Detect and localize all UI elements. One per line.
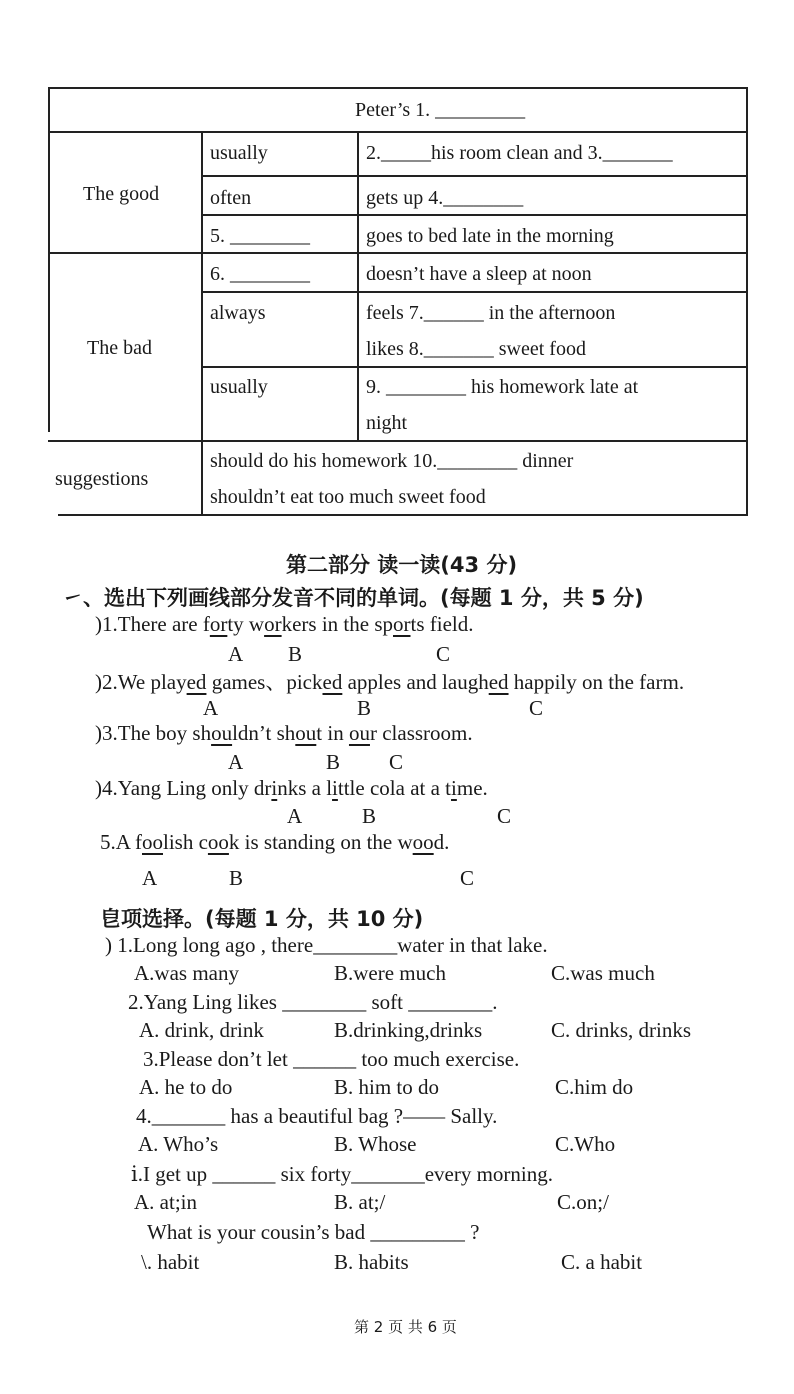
phonics-heading: ㇀、选出下列画线部分发音不同的单词。(每题 1 分，共 5 分)	[62, 586, 644, 610]
option-letter: B	[362, 804, 377, 828]
row-desc: 9. ________ his homework late at	[366, 376, 639, 398]
sentence-text: happily on the farm.	[508, 670, 685, 694]
option-letter: A	[228, 642, 244, 666]
choice-option: B. him to do	[334, 1075, 440, 1099]
sentence-text: ty w	[227, 612, 265, 636]
choice-heading: 皀项选择。(每题 1 分，共 10 分)	[100, 907, 424, 931]
underlined-letters: i	[271, 776, 278, 800]
sentence-text: t in	[316, 721, 349, 745]
phonics-question	[95, 721, 473, 746]
choice-option: C.was much	[551, 961, 655, 985]
underlined-letters: i	[451, 776, 457, 800]
row-desc: 2._____his room clean and 3._______	[366, 142, 673, 164]
sentence-text: f	[202, 612, 210, 636]
sentence-text: ldn’t sh	[232, 721, 296, 745]
option-letter: C	[497, 804, 512, 828]
suggestion-2: shouldn’t eat too much sweet food	[210, 486, 486, 508]
sentence-text: kers in the sp	[281, 612, 393, 636]
question-number: )2.We play	[95, 670, 187, 694]
sentence-text: nks a l	[277, 776, 333, 800]
question-number: )3.The boy sh	[95, 721, 212, 745]
choice-option: A. at;in	[134, 1190, 197, 1214]
phonics-question	[100, 830, 449, 855]
group-bad-label: The bad	[87, 337, 152, 359]
underlined-letters: ou	[211, 721, 233, 745]
choice-option: A. drink, drink	[139, 1018, 264, 1042]
sentence-text: lish c	[163, 830, 208, 854]
sentence-text: apples and laugh	[342, 670, 489, 694]
table-title: Peter’s 1. _________	[355, 99, 526, 121]
choice-option: A.was many	[134, 961, 239, 985]
option-letter: C	[436, 642, 451, 666]
choice-question-stem: 2.Yang Ling likes ________ soft ________.	[128, 990, 498, 1014]
option-letter: C	[389, 750, 404, 774]
choice-option: \. habit	[141, 1250, 200, 1274]
choice-option: A. he to do	[139, 1075, 233, 1099]
underlined-letters: oo	[142, 830, 163, 854]
underlined-letters: oo	[207, 830, 229, 854]
phonics-question	[95, 666, 684, 696]
phonics-question	[95, 612, 474, 637]
option-letter: A	[228, 750, 244, 774]
choice-option: C.him do	[555, 1075, 634, 1099]
row-freq: 5. ________	[210, 225, 310, 247]
row-desc-line2: likes 8._______ sweet food	[366, 338, 586, 360]
sentence-text: me.	[456, 776, 488, 800]
page-number: 第 2 页 共 6 页	[354, 1318, 457, 1336]
row-freq: 6. ________	[210, 263, 310, 285]
choice-option: B. at;/	[334, 1190, 386, 1214]
sentence-text: ts field.	[410, 612, 474, 636]
underlined-letters: ed	[488, 670, 509, 694]
row-freq: usually	[210, 376, 268, 398]
choice-option: C.on;/	[557, 1190, 609, 1214]
sentence-text: ttle cola at a t	[337, 776, 452, 800]
choice-option: C. a habit	[561, 1250, 643, 1274]
part2-title: 第二部分 读一读(43 分)	[286, 553, 518, 577]
option-letter: B	[229, 866, 244, 890]
choice-question-stem: ⅰ.I get up ______ six forty_______every morning.	[131, 1162, 553, 1186]
underlined-letters: or	[209, 612, 228, 636]
choice-option: B.drinking,drinks	[334, 1018, 483, 1042]
question-number: )1.There are	[95, 612, 203, 636]
option-letter: C	[460, 866, 475, 890]
suggestion-1: should do his homework 10.________ dinner	[210, 450, 574, 472]
sentence-text: d.	[433, 830, 450, 854]
choice-question-stem: ) 1.Long long ago , there________water in that lake.	[105, 933, 548, 957]
choice-option: B. Whose	[334, 1132, 417, 1156]
row-desc-line2: night	[366, 412, 408, 434]
phonics-question	[95, 776, 488, 801]
choice-option: A. Who’s	[138, 1132, 219, 1156]
underlined-letters: ou	[348, 721, 370, 745]
row-freq: always	[210, 302, 266, 324]
choice-question-stem: 3.Please don’t let ______ too much exercise.	[143, 1047, 520, 1071]
choice-option: B.were much	[334, 961, 446, 985]
underlined-letters: ed	[186, 670, 207, 694]
question-number: 5.A f	[100, 830, 142, 854]
underlined-letters: ed	[322, 670, 343, 694]
choice-option: B. habits	[334, 1250, 409, 1274]
option-letter: A	[287, 804, 303, 828]
option-letter: A	[142, 866, 158, 890]
underlined-letters: ou	[295, 721, 317, 745]
group-suggestions-label: suggestions	[55, 468, 149, 490]
underlined-letters: or	[264, 612, 282, 636]
option-letter: A	[203, 696, 219, 720]
sentence-text: games、pick	[206, 670, 323, 694]
sentence-text: r classroom.	[369, 721, 473, 745]
option-letter: B	[357, 696, 372, 720]
group-good-label: The good	[83, 183, 160, 205]
sentence-text: k is standing on the w	[228, 830, 413, 854]
row-freq: often	[210, 187, 252, 209]
underlined-letters: or	[393, 612, 411, 636]
row-desc: feels 7.______ in the afternoon	[366, 302, 616, 324]
row-desc: doesn’t have a sleep at noon	[366, 263, 592, 285]
choice-question-stem: 4._______ has a beautiful bag ?—— Sally.	[136, 1104, 498, 1128]
choice-option: C. drinks, drinks	[551, 1018, 692, 1042]
row-desc: goes to bed late in the morning	[366, 225, 614, 247]
option-letter: C	[529, 696, 544, 720]
choice-option: C.Who	[555, 1132, 616, 1156]
underlined-letters: oo	[412, 830, 434, 854]
underlined-letters: i	[332, 776, 338, 800]
question-number: )4.Yang Ling only dr	[95, 776, 272, 800]
choice-question-stem: What is your cousin’s bad _________ ?	[147, 1220, 480, 1244]
option-letter: B	[326, 750, 341, 774]
option-letter: B	[288, 642, 303, 666]
row-desc: gets up 4.________	[366, 187, 524, 209]
row-freq: usually	[210, 142, 268, 164]
